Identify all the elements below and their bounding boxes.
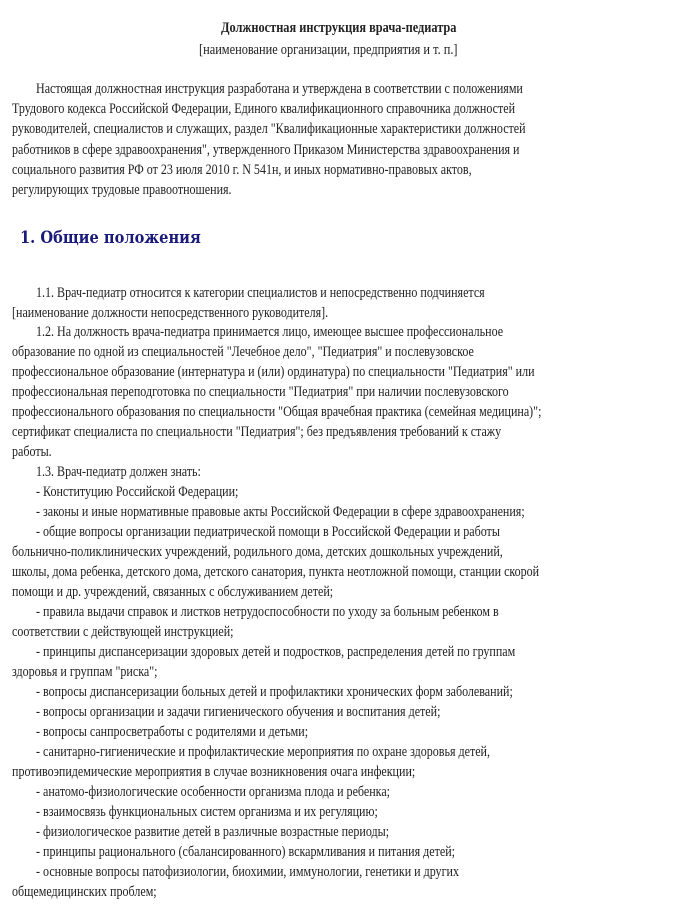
section-line: - взаимосвязь функциональных систем организма и их регуляцию;	[36, 804, 378, 820]
intro-line: Трудового кодекса Российской Федерации, Единого квалификационного справочника должностей	[12, 101, 516, 117]
section-line: противоэпидемические мероприятия в случае возникновения очага инфекции;	[12, 764, 416, 780]
section-line: школы, дома ребенка, детского дома, детского санатория, пункта неотложной помощи, станции скорой	[12, 564, 540, 580]
document-subtitle: [наименование организации, предприятия и т. п.]	[199, 42, 458, 58]
intro-line: Настоящая должностная инструкция разработана и утверждена в соответствии с положениями	[36, 81, 523, 97]
intro-line: работников в сфере здравоохранения", утвержденного Приказом Министерства здравоохранения и	[12, 142, 520, 158]
section-line: - принципы диспансеризации здоровых детей и подростков, распределения детей по группам	[36, 644, 516, 660]
intro-line: социального развития РФ от 23 июля 2010 г. N 541н, и иных нормативно-правовых актов,	[12, 162, 472, 178]
section-line: образование по одной из специальностей "Лечебное дело", "Педиатрия" и послевузовское	[12, 344, 474, 360]
section-line: сертификат специалиста по специальности "Педиатрия"; без предъявления требований к стажу	[12, 424, 502, 440]
section-line: [наименование должности непосредственного руководителя].	[12, 305, 329, 321]
section-line: профессиональное образование (интернатура и (или) ординатура) по специальности "Педиатрия" или	[12, 364, 535, 380]
section-line: - основные вопросы патофизиологии, биохимии, иммунологии, генетики и других	[36, 864, 459, 880]
section-line: здоровья и группам "риска";	[12, 664, 158, 680]
section-line: соответствии с действующей инструкцией;	[12, 624, 234, 640]
intro-line: регулирующих трудовые правоотношения.	[12, 182, 232, 198]
section-line: общемедицинских проблем;	[12, 884, 157, 900]
section-line: работы.	[12, 444, 52, 460]
section-line: - анатомо-физиологические особенности организма плода и ребенка;	[36, 784, 391, 800]
section-line: 1.3. Врач-педиатр должен знать:	[36, 464, 201, 480]
section-line: - вопросы санпросветработы с родителями и детьми;	[36, 724, 309, 740]
section-line: - санитарно-гигиенические и профилактические мероприятия по охране здоровья детей,	[36, 744, 491, 760]
section-line: - физиологическое развитие детей в различные возрастные периоды;	[36, 824, 390, 840]
intro-line: руководителей, специалистов и служащих, раздел "Квалификационные характеристики должностей	[12, 121, 526, 137]
section-line: - Конституцию Российской Федерации;	[36, 484, 239, 500]
section-line: профессионального образования по специальности "Общая врачебная практика (семейная медицина)";	[12, 404, 542, 420]
section-line: - принципы рационального (сбалансированного) вскармливания и питания детей;	[36, 844, 456, 860]
section-line: - законы и иные нормативные правовые акты Российской Федерации в сфере здравоохранения;	[36, 504, 525, 520]
document-title: Должностная инструкция врача-педиатра	[221, 20, 457, 36]
section-line: профессиональная переподготовка по специальности "Педиатрия" при наличии послевузовского	[12, 384, 509, 400]
section-heading: 1. Общие положения	[20, 228, 201, 248]
section-line: - правила выдачи справок и листков нетрудоспособности по уходу за больным ребенком в	[36, 604, 499, 620]
section-line: помощи и др. учреждений, связанных с обслуживанием детей;	[12, 584, 334, 600]
section-line: - вопросы диспансеризации больных детей и профилактики хронических форм заболеваний;	[36, 684, 513, 700]
section-line: - общие вопросы организации педиатрической помощи в Российской Федерации и работы	[36, 524, 500, 540]
section-line: 1.2. На должность врача-педиатра принимается лицо, имеющее высшее профессиональное	[36, 324, 504, 340]
section-line: 1.1. Врач-педиатр относится к категории специалистов и непосредственно подчиняется	[36, 285, 485, 301]
section-line: - вопросы организации и задачи гигиенического обучения и воспитания детей;	[36, 704, 441, 720]
section-line: больнично-поликлинических учреждений, родильного дома, детских дошкольных учреждений,	[12, 544, 503, 560]
